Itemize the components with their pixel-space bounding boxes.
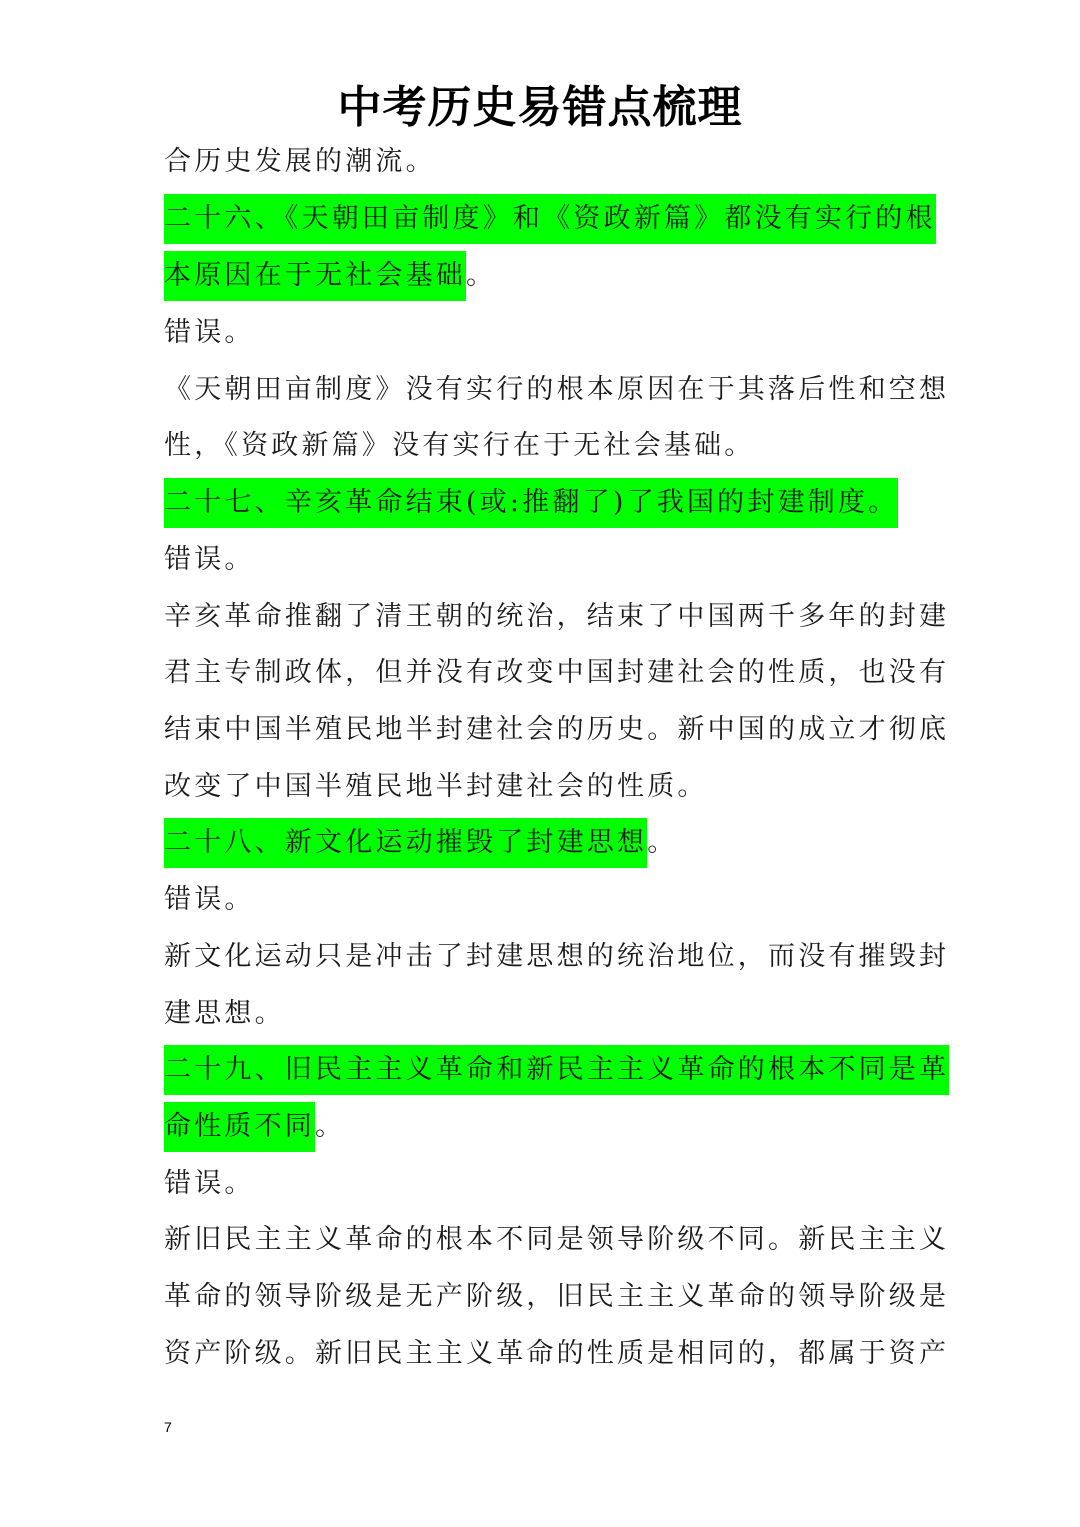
line-text: 新旧民主主义革命的根本不同是领导阶级不同。新民主主义 — [164, 1224, 950, 1255]
explanation-line — [164, 1329, 949, 1379]
answer-verdict — [164, 308, 255, 358]
line-text: 建思想。 — [164, 998, 285, 1029]
page-number: 7 — [164, 1419, 172, 1435]
question-28-line — [164, 818, 677, 868]
document-title: 中考历史易错点梳理 — [337, 82, 743, 133]
highlighted-question-text: 二十八、新文化运动摧毁了封建思想 — [164, 818, 647, 868]
line-text: 君主专制政体，但并没有改变中国封建社会的性质，也没有 — [164, 657, 950, 688]
line-text: 改变了中国半殖民地半封建社会的性质。 — [164, 771, 708, 802]
line-text: 性，《资政新篇》没有实行在于无社会基础。 — [164, 430, 755, 461]
explanation-line — [164, 592, 949, 642]
line-text: 资产阶级。新旧民主主义革命的性质是相同的，都属于资产 — [164, 1338, 950, 1369]
text-line — [164, 137, 436, 187]
question-27-line — [164, 478, 898, 528]
answer-verdict — [164, 1159, 255, 1209]
explanation-line — [164, 932, 949, 982]
line-end-punctuation: 。 — [315, 1111, 346, 1142]
line-end-punctuation: 。 — [466, 260, 497, 291]
highlighted-question-text: 二十七、辛亥革命结束(或:推翻了)了我国的封建制度。 — [164, 478, 898, 528]
question-26-line-2 — [164, 251, 496, 301]
question-26-line-1 — [164, 194, 936, 244]
highlighted-question-text: 命性质不同 — [164, 1102, 315, 1152]
explanation-line — [164, 989, 285, 1039]
line-end-punctuation: 。 — [647, 827, 678, 858]
line-text: 错误。 — [164, 884, 255, 915]
explanation-line — [164, 421, 755, 471]
answer-verdict — [164, 535, 255, 585]
explanation-line — [164, 648, 949, 698]
highlighted-question-text: 二十九、旧民主主义革命和新民主主义革命的根本不同是革 — [164, 1045, 949, 1095]
explanation-line — [164, 762, 708, 812]
explanation-line — [164, 1215, 949, 1265]
highlighted-question-text: 二十六、《天朝田亩制度》和《资政新篇》都没有实行的根 — [164, 194, 936, 244]
explanation-line — [164, 705, 949, 755]
line-text: 错误。 — [164, 544, 255, 575]
question-29-line-2 — [164, 1102, 345, 1152]
line-text: 结束中国半殖民地半封建社会的历史。新中国的成立才彻底 — [164, 714, 950, 745]
line-text: 错误。 — [164, 1168, 255, 1199]
explanation-line — [164, 365, 949, 415]
line-text: 《天朝田亩制度》没有实行的根本原因在于其落后性和空想 — [164, 374, 950, 405]
line-text: 合历史发展的潮流。 — [164, 146, 436, 177]
line-text: 辛亥革命推翻了清王朝的统治，结束了中国两千多年的封建 — [164, 601, 950, 632]
answer-verdict — [164, 875, 255, 925]
line-text: 革命的领导阶级是无产阶级，旧民主主义革命的领导阶级是 — [164, 1281, 950, 1312]
line-text: 错误。 — [164, 317, 255, 348]
explanation-line — [164, 1272, 949, 1322]
question-29-line-1 — [164, 1045, 949, 1095]
line-text: 新文化运动只是冲击了封建思想的统治地位，而没有摧毁封 — [164, 941, 950, 972]
highlighted-question-text: 本原因在于无社会基础 — [164, 251, 466, 301]
